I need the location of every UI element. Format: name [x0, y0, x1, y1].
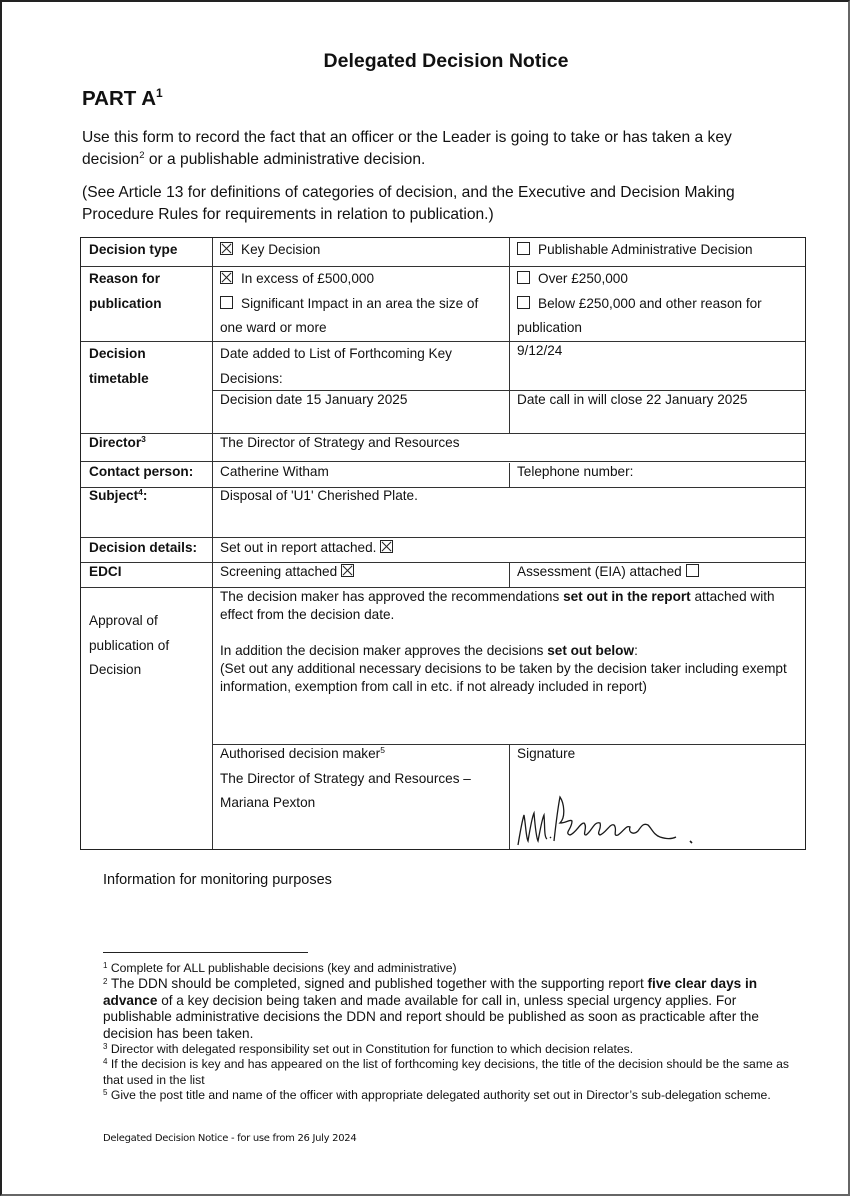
page-footer: Delegated Decision Notice - for use from 26 July 2024 — [103, 1133, 357, 1144]
approval-text — [220, 588, 800, 696]
footnote-ref: 4 — [138, 487, 143, 497]
footnote-ref: 3 — [141, 434, 146, 444]
text: The decision maker has approved the recommendations — [220, 589, 564, 604]
checkbox-checked-icon[interactable] — [341, 564, 354, 577]
option-label: Key Decision — [241, 242, 321, 257]
bold-text: set out in the report — [563, 589, 691, 604]
footnote-number: 4 — [103, 1057, 108, 1067]
text: : — [634, 643, 638, 658]
contact-value: Catherine Witham — [220, 464, 329, 479]
footnote-ref: 5 — [380, 745, 385, 755]
footnotes — [103, 961, 793, 1104]
document-title: Delegated Decision Notice — [323, 50, 569, 72]
checkbox-icon[interactable] — [220, 296, 233, 309]
label-text: Director — [89, 435, 142, 450]
publishable-admin-option[interactable] — [517, 238, 753, 263]
footnote-text: If the decision is key and has appeared on the list of forthcoming key decisions, the title of the decision should be the same as that used in the list — [103, 1057, 790, 1087]
part-label: PART A — [82, 87, 157, 110]
director-value: The Director of Strategy and Resources — [220, 435, 460, 450]
subject-value: Disposal of 'U1' Cherished Plate. — [220, 488, 418, 503]
reason-options-right — [517, 267, 802, 341]
intro-paragraph — [82, 127, 782, 171]
reason-options-left — [220, 267, 505, 341]
footnote-text: The DDN should be completed, signed and published together with the supporting report — [110, 976, 648, 992]
text: In addition the decision maker approves the decisions — [220, 643, 548, 658]
telephone-label: Telephone number: — [517, 464, 634, 479]
label-line: Reason for — [89, 271, 161, 286]
screening-attached[interactable] — [220, 560, 354, 585]
checkbox-icon[interactable] — [517, 242, 530, 255]
edci-label: EDCI — [89, 564, 122, 579]
maker-name: Mariana Pexton — [220, 795, 316, 810]
call-in-close-date: Date call in will close 22 January 2025 — [517, 392, 748, 407]
intro-text: Use this form to record the fact that an officer or the Leader is going to take or has taken a key decision — [82, 129, 732, 168]
footnote-text: Director with delegated responsibility set out in Constitution for function to which decision relates. — [110, 1042, 634, 1057]
date-added-value: 9/12/24 — [517, 343, 563, 358]
text: attached with effect from the decision date. — [220, 589, 775, 622]
footnote-text: Complete for ALL publishable decisions (key and administrative) — [110, 961, 457, 975]
details-text: Set out in report attached. — [220, 540, 377, 555]
decision-type-label: Decision type — [89, 242, 178, 257]
approval-label — [89, 609, 169, 683]
option-label: Over £250,000 — [538, 271, 628, 286]
footnote-bold-text: five clear days in advance — [103, 976, 758, 1008]
option-label: Screening attached — [220, 564, 338, 579]
timetable-label — [89, 342, 149, 391]
label-line: publication of — [89, 637, 170, 653]
checkbox-icon[interactable] — [517, 271, 530, 284]
label-line: Decision — [89, 662, 142, 677]
footnote-text: Give the post title and name of the officer with appropriate delegated authority set out in Director’s sub-delegation scheme. — [110, 1088, 771, 1103]
option-label: Significant Impact in an area the size of — [241, 295, 479, 311]
maker-title: The Director of Strategy and Resources – — [220, 770, 471, 786]
signature-label: Signature — [517, 746, 576, 761]
footnote-ref: 2 — [139, 150, 145, 161]
label-suffix: : — [142, 488, 148, 503]
footnote-number: 5 — [103, 1088, 108, 1098]
reason-label — [89, 267, 162, 316]
significant-impact-option[interactable] — [220, 292, 505, 317]
intro-note: (See Article 13 for definitions of categories of decision, and the Executive and Decision Making Procedure Rules for requirements in relation to publication.) — [82, 184, 735, 223]
decision-details-value — [220, 536, 393, 561]
label-line: Approval of — [89, 613, 158, 628]
footnote-number: 2 — [103, 977, 108, 987]
label-text: Subject — [89, 488, 139, 503]
director-label — [89, 431, 146, 456]
decision-details-label: Decision details: — [89, 540, 198, 555]
part-heading — [82, 86, 163, 111]
bold-text: set out below — [547, 643, 635, 658]
footnote-2 — [103, 976, 793, 1042]
intro-text: or a publishable administrative decision. — [144, 151, 426, 168]
checkbox-icon[interactable] — [686, 564, 699, 577]
footnote-1 — [103, 961, 793, 976]
checkbox-icon[interactable] — [517, 296, 530, 309]
footnote-separator — [103, 952, 308, 953]
below-250k-option[interactable] — [517, 292, 802, 317]
date-added-label — [220, 342, 452, 391]
subject-label — [89, 484, 147, 509]
authorised-decision-maker — [220, 742, 471, 816]
option-label-continued: publication — [517, 320, 582, 335]
footnote-4 — [103, 1057, 793, 1088]
checkbox-checked-icon[interactable] — [220, 271, 233, 284]
checkbox-checked-icon[interactable] — [380, 540, 393, 553]
label-line: Decisions: — [220, 370, 283, 386]
approval-paragraph-3: (Set out any additional necessary decisions to be taken by the decision taker including exempt information, exemption from call in etc. if not already included in report) — [220, 661, 787, 694]
approval-paragraph-1 — [220, 588, 800, 624]
footnote-ref: 1 — [156, 86, 163, 100]
label-line: Date added to List of Forthcoming Key — [220, 346, 452, 361]
over-250k-option[interactable] — [517, 267, 802, 292]
assessment-attached[interactable] — [517, 560, 699, 585]
footnote-text: of a key decision being taken and made available for call in, unless special urgency applies. For publishable administrative decisions the DDN and report should be published as soon as practicable after the decision has been taken. — [103, 992, 759, 1041]
checkbox-checked-icon[interactable] — [220, 242, 233, 255]
footnote-3 — [103, 1042, 793, 1057]
option-label-continued: one ward or more — [220, 320, 327, 335]
option-label: Assessment (EIA) attached — [517, 564, 682, 579]
footnote-number: 1 — [103, 961, 108, 970]
option-label: In excess of £500,000 — [241, 271, 375, 286]
contact-label: Contact person: — [89, 464, 194, 479]
label-line: Decision — [89, 346, 146, 361]
maker-label — [220, 742, 471, 767]
decision-form-table — [80, 237, 806, 850]
approval-paragraph-2 — [220, 642, 800, 660]
footnote-5 — [103, 1088, 793, 1103]
option-label: Below £250,000 and other reason for — [538, 295, 762, 311]
decision-date: Decision date 15 January 2025 — [220, 392, 408, 407]
monitoring-heading: Information for monitoring purposes — [103, 872, 332, 888]
signature-image — [514, 793, 704, 851]
footnote-number: 3 — [103, 1042, 108, 1052]
text: Authorised decision maker — [220, 746, 381, 761]
key-decision-option[interactable] — [220, 238, 320, 263]
excess-500k-option[interactable] — [220, 267, 505, 292]
label-line: publication — [89, 295, 162, 311]
option-label: Publishable Administrative Decision — [538, 242, 753, 257]
label-line: timetable — [89, 370, 149, 386]
